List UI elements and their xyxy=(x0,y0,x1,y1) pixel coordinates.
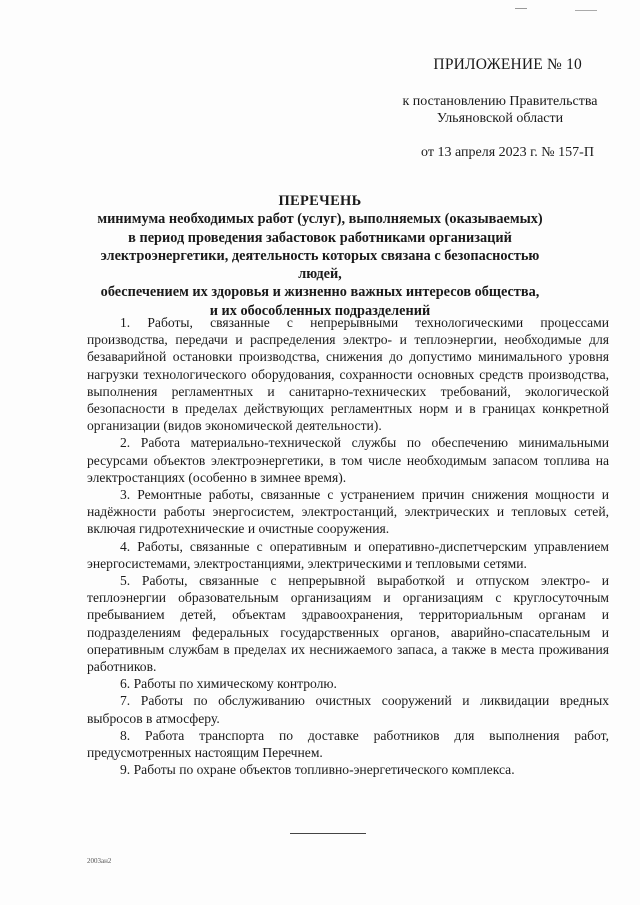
document-title xyxy=(80,192,560,320)
decree-date: от 13 апреля 2023 г. № 157-П xyxy=(421,145,594,160)
title-line: электроэнергетики, деятельность которых связана с безопасностью людей, xyxy=(100,247,540,283)
list-item: 8. Работа транспорта по доставке работников для выполнения работ, предусмотренных настоящим Перечнем. xyxy=(87,727,609,761)
title-heading: ПЕРЕЧЕНЬ xyxy=(278,193,362,209)
list-item: 7. Работы по обслуживанию очистных сооружений и ликвидации вредных выбросов в атмосферу. xyxy=(87,693,609,726)
footer-code: 2003ан2 xyxy=(87,857,112,865)
work-items-list xyxy=(87,314,609,778)
title-line: минимума необходимых работ (услуг), выполняемых (оказываемых) xyxy=(97,211,543,228)
list-item: 3. Ремонтные работы, связанные с устранением причин снижения мощности и надёжности работы энергосистем, электростанций, электрических и тепловых сетей, включая гидротехнические и очистные сооружения. xyxy=(87,487,609,537)
decree-reference-line2: Ульяновской области xyxy=(436,111,564,126)
title-line: в период проведения забастовок работниками организаций xyxy=(128,229,512,246)
list-item: 1. Работы, связанные с непрерывными технологическими процессами производства, передачи и распределения электро- и теплоэнергии, необходимые для безаварийной остановки производства, снижения до допустимо минимального уровня нагрузки технологического оборудования, сохранности основных средств производства, выполнения регламентных и санитарно-технических требований, экологической безопасности в пределах действующих регламентных норм и в границах конкретной организации (видов экономической деятельности). xyxy=(87,315,609,434)
list-item: 6. Работы по химическому контролю. xyxy=(120,676,337,692)
scan-mark xyxy=(575,10,597,11)
title-line: обеспечением их здоровья и жизненно важных интересов общества, xyxy=(100,284,540,301)
title-line: и их обособленных подразделений xyxy=(209,302,431,319)
decree-reference-line1: к постановлению Правительства xyxy=(402,94,598,109)
list-item: 2. Работа материально-технической службы по обеспечению минимальными ресурсами объектов электроэнергетики, в том числе необходимым запасом топлива на электростанциях (особенно в зимнее время). xyxy=(87,435,609,485)
end-divider xyxy=(290,833,366,834)
list-item: 4. Работы, связанные с оперативным и оперативно-диспетчерским управлением энергосистемами, электростанциями, электрическими и тепловыми сетями. xyxy=(87,538,609,571)
scan-mark xyxy=(515,8,527,9)
list-item: 5. Работы, связанные с непрерывной выработкой и отпуском электро- и теплоэнергии образовательным организациям и организациям с круглосуточным пребыванием детей, объектам здравоохранения, территориальным органам и подразделениям федеральных государственных органов, аварийно-спасательным и оперативным службам в пределах их неснижаемого запаса, а также в места проживания работников. xyxy=(87,573,609,675)
attachment-label: ПРИЛОЖЕНИЕ № 10 xyxy=(433,56,582,73)
list-item: 9. Работы по охране объектов топливно-энергетического комплекса. xyxy=(120,762,515,778)
